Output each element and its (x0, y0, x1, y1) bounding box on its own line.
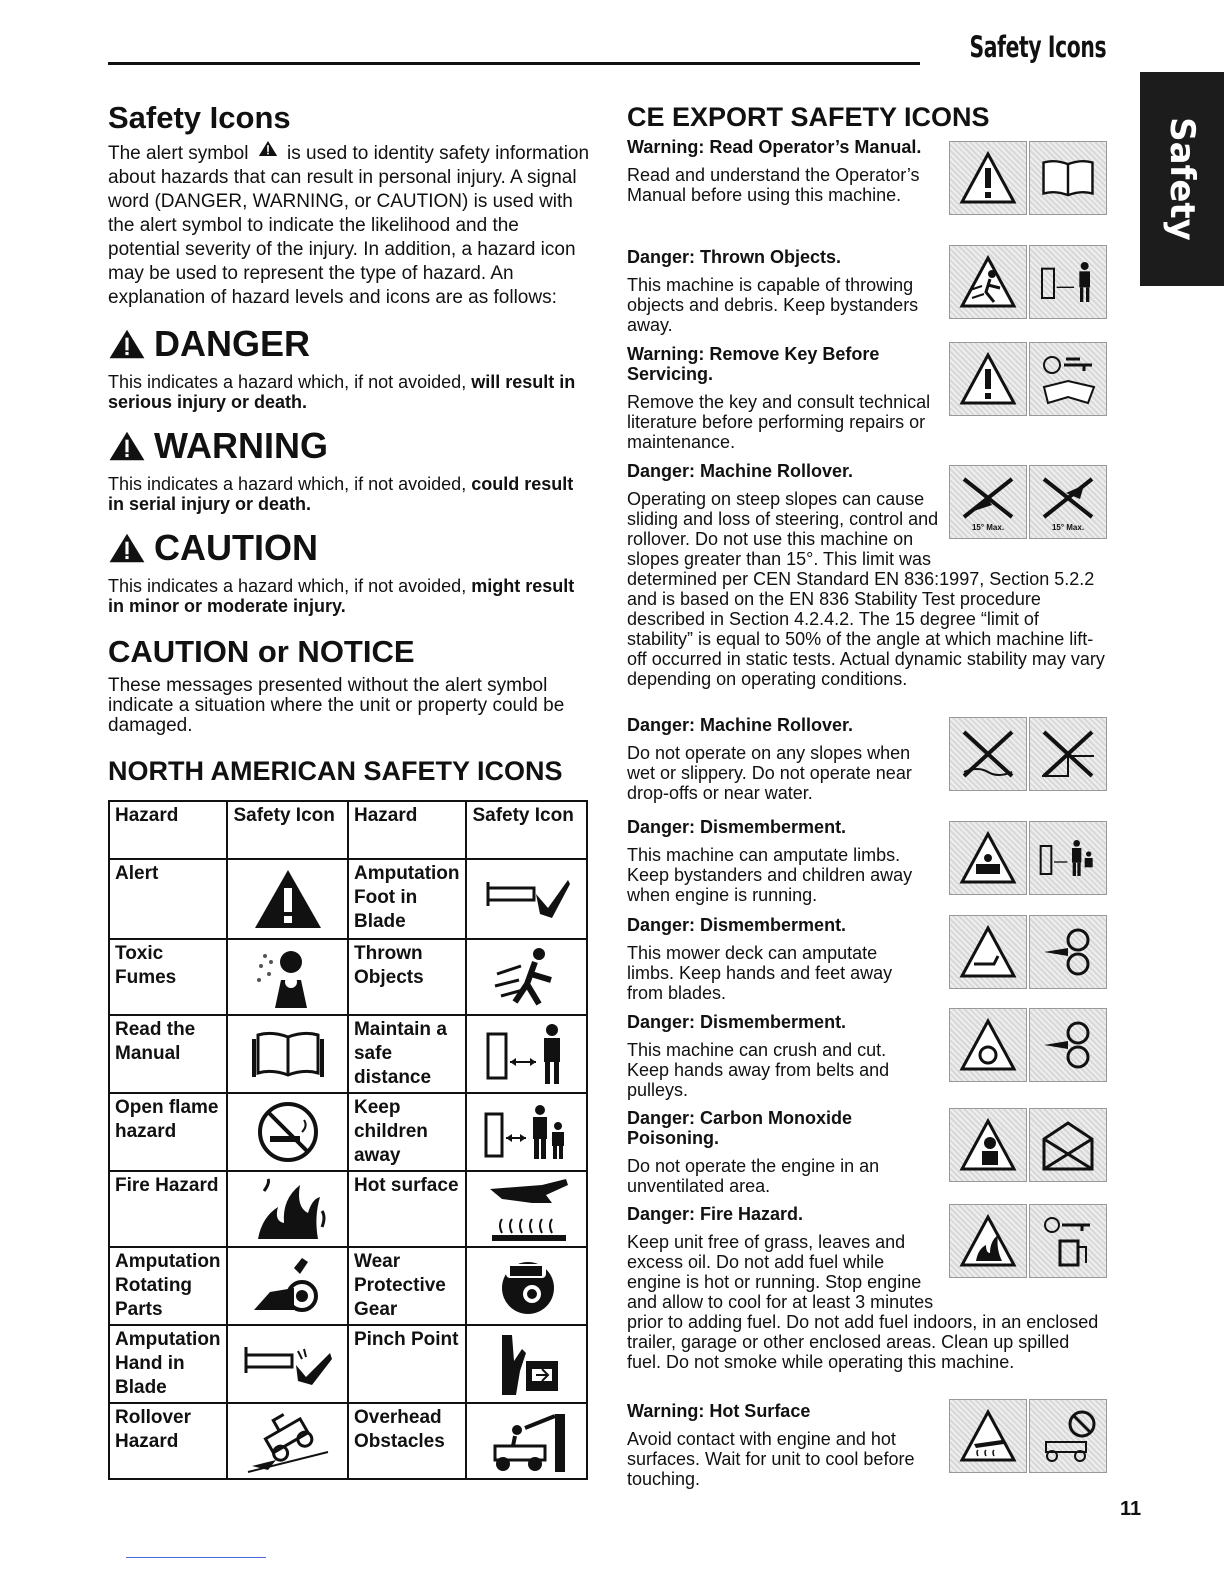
no-slope-icon (1029, 465, 1107, 539)
ce-item-title: Warning: Hot Surface (627, 1401, 811, 1421)
header-hazard: Hazard (109, 801, 227, 859)
ce-item (627, 1012, 1107, 1100)
no-wet-slope-icon (949, 717, 1027, 791)
thrown-objects-icon (487, 944, 567, 1010)
alert-icon (108, 430, 146, 462)
ce-item-text: This machine can crush and cut. Keep hands away from belts and pulleys. (627, 1040, 890, 1100)
safe-distance-icon (1029, 245, 1107, 319)
table-row: Amputation Rotating Parts Wear Protective Gear (109, 1247, 587, 1325)
caution-word: CAUTION (154, 527, 318, 568)
ce-item (627, 715, 1107, 803)
caution-signal (108, 528, 590, 568)
ce-item-text: Keep unit free of grass, leaves and excess oil. Do not add fuel while engine is hot or running. Stop engine and allow to cool for at least 3 minutes prior to adding fuel. Do not add fuel indoors, in an enclosed trailer, garage or other enclosed areas. Clean up spilled fuel. Do not smoke while operating this machine. (627, 1232, 1107, 1372)
alert-icon (108, 532, 146, 564)
table-row: Amputation Hand in Blade Pinch Point (109, 1325, 587, 1403)
belt-hazard-icon (949, 1008, 1027, 1082)
table-row: Rollover Hazard Overhead Obstacles (109, 1403, 587, 1479)
caution-description: This indicates a hazard which, if not avoided, might result in minor or moderate injury. (108, 576, 575, 616)
slope-limit-label: 15° Max. (971, 522, 1005, 532)
ce-item (627, 247, 1107, 335)
no-dropoff-icon (1029, 717, 1107, 791)
north-american-icons-table (108, 800, 588, 1480)
ce-item-text: Read and understand the Operator’s Manual before using this machine. (627, 165, 920, 205)
ce-item (627, 344, 1107, 452)
hand-foot-blade-icon (949, 915, 1027, 989)
section-tab-label: Safety (1162, 117, 1202, 241)
header-hazard: Hazard (348, 801, 466, 859)
children-away-icon (1029, 821, 1107, 895)
no-flame-icon (256, 1100, 320, 1164)
page-number: 11 (1120, 1498, 1142, 1520)
header-rule (108, 62, 920, 65)
ce-item-title: Danger: Machine Rollover. (627, 715, 854, 735)
manual-icon (250, 1029, 326, 1079)
ce-section (627, 102, 1107, 133)
hand-blade-icon (240, 1339, 336, 1389)
ce-item-title: Warning: Read Operator’s Manual. (627, 137, 922, 157)
thrown-objects-icon (949, 245, 1027, 319)
footer-link-underline (126, 1557, 266, 1558)
notice-title: CAUTION or NOTICE (108, 634, 415, 669)
warning-triangle-icon (949, 342, 1027, 416)
alert-icon (258, 140, 278, 157)
warning-triangle-icon (949, 141, 1027, 215)
ce-item (627, 1401, 1107, 1489)
rotating-parts-icon (250, 1254, 326, 1318)
ce-item-title: Warning: Remove Key Before Servicing. (627, 344, 880, 384)
header-safety-icon: Safety Icon (227, 801, 348, 859)
warning-word: WARNING (154, 425, 328, 466)
section-title: Safety Icons (108, 100, 291, 135)
table-row: Open flame hazard Keep children away (109, 1093, 587, 1171)
ce-item-text: Avoid contact with engine and hot surfaces. Wait for unit to cool before touching. (627, 1429, 915, 1489)
hot-surface-icon (949, 1399, 1027, 1473)
alert-icon (253, 868, 323, 930)
header-safety-icon: Safety Icon (466, 801, 587, 859)
ce-item-title: Danger: Carbon Monoxide Poisoning. (627, 1108, 853, 1148)
ce-item-text: Remove the key and consult technical literature before performing repairs or maintenance. (627, 392, 931, 452)
safe-distance-icon (482, 1022, 572, 1086)
danger-description: This indicates a hazard which, if not avoided, will result in serious injury or death. (108, 372, 576, 412)
ce-item (627, 1204, 1107, 1372)
toxic-fumes-icon (949, 1108, 1027, 1182)
ce-item-title: Danger: Fire Hazard. (627, 1204, 804, 1224)
ce-item-title: Danger: Machine Rollover. (627, 461, 854, 481)
key-fuel-icon (1029, 1204, 1107, 1278)
left-column (108, 100, 590, 797)
alert-icon (108, 328, 146, 360)
ce-item-text: This machine can amputate limbs. Keep bystanders and children away when engine is running. (627, 845, 913, 905)
notice-text: These messages presented without the alert symbol indicate a situation where the unit or property could be damaged. (108, 675, 565, 736)
fire-icon (248, 1177, 328, 1241)
pinch-point-icon (492, 1331, 562, 1397)
remove-key-icon (1029, 342, 1107, 416)
warning-signal (108, 426, 590, 466)
intro-paragraph: The alert symbol is used to identity safety information about hazards that can result in personal injury. A signal word (DANGER, WARNING, or CAUTION) is used with the alert symbol to indicate the likelihood and the potential severity of the injury. In addition, a hazard icon may be used to represent the type of hazard. An explanation of hazard levels and icons are as follows: (108, 140, 590, 310)
no-touch-engine-icon (1029, 1399, 1107, 1473)
ce-item-text: This machine is capable of throwing objects and debris. Keep bystanders away. (627, 275, 919, 335)
north-american-title: NORTH AMERICAN SAFETY ICONS (108, 756, 563, 786)
blade-icon (1029, 915, 1107, 989)
ce-item (627, 461, 1107, 689)
manual-icon (1029, 141, 1107, 215)
ce-item-title: Danger: Dismemberment. (627, 817, 847, 837)
ce-item (627, 817, 1107, 905)
danger-word: DANGER (154, 323, 311, 364)
table-row: Fire Hazard Hot surface (109, 1171, 587, 1247)
slope-limit-label: 15° Max. (1051, 522, 1085, 532)
table-row: Toxic Fumes Thrown Objects (109, 939, 587, 1015)
ce-item-text: Do not operate on any slopes when wet or slippery. Do not operate near drop-offs or near water. (627, 743, 912, 803)
ce-item (627, 137, 1107, 205)
ce-item-title: Danger: Thrown Objects. (627, 247, 842, 267)
ce-item (627, 915, 1107, 1003)
running-header-title: Safety Icons (969, 30, 1106, 64)
section-tab (1140, 72, 1224, 286)
ce-item-text: Do not operate the engine in an unventilated area. (627, 1156, 880, 1196)
ce-item-title: Danger: Dismemberment. (627, 915, 847, 935)
mower-hazard-icon (949, 821, 1027, 895)
no-slope-icon (949, 465, 1027, 539)
fire-hazard-icon (949, 1204, 1027, 1278)
protective-gear-icon (492, 1254, 562, 1318)
table-header-row (109, 801, 587, 859)
table-row: Alert Amputation Foot in Blade (109, 859, 587, 939)
toxic-fumes-icon (253, 946, 323, 1008)
ce-item-text: This mower deck can amputate limbs. Keep hands and feet away from blades. (627, 943, 893, 1003)
danger-signal (108, 324, 590, 364)
ce-item-text: Operating on steep slopes can cause sliding and loss of steering, control and rollover. Do not use this machine on slopes greater than 15°. This limit was determined per CEN Standard EN 836:1997, Section 5.2.2 and is based on the EN 836 Stability Test procedure described in Section 4.2.4.2. The 15 degree “limit of stability” is equal to 50% of the angle at which machine lift-off occurred in static tests. Actual dynamic stability may vary depending on operating conditions. (627, 489, 1107, 689)
children-away-icon (482, 1102, 572, 1162)
foot-blade-icon (482, 874, 572, 924)
hot-surface-icon (482, 1175, 572, 1243)
pulley-icon (1029, 1008, 1107, 1082)
table-row: Read the Manual Maintain a safe distance (109, 1015, 587, 1093)
ce-item (627, 1108, 1107, 1196)
ce-title: CE EXPORT SAFETY ICONS (627, 102, 990, 132)
no-enclosed-area-icon (1029, 1108, 1107, 1182)
overhead-obstacles-icon (485, 1408, 569, 1474)
rollover-icon (246, 1408, 330, 1474)
ce-item-title: Danger: Dismemberment. (627, 1012, 847, 1032)
warning-description: This indicates a hazard which, if not avoided, could result in serial injury or death. (108, 474, 574, 514)
